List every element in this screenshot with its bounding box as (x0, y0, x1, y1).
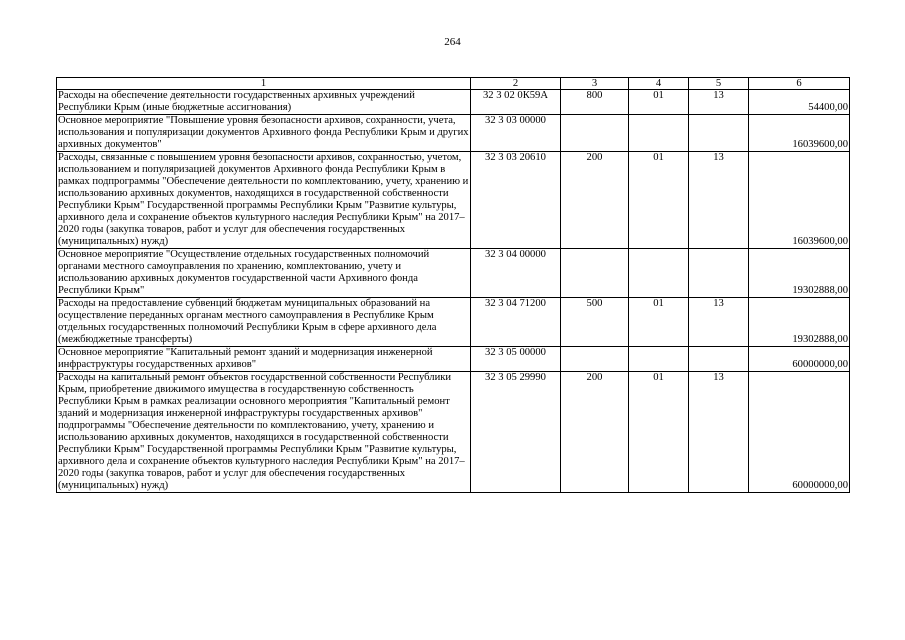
page-number: 264 (444, 36, 461, 48)
section-code (629, 249, 689, 298)
amount: 16039600,00 (749, 152, 850, 249)
amount: 16039600,00 (749, 115, 850, 152)
subsection-code (689, 115, 749, 152)
table-row (57, 152, 850, 249)
expense-name: Основное мероприятие "Повышение уровня безопасности архивов, сохранности, учета, использования и популяризации документов Архивного фонда Республики Крым и других архивных документов" (58, 115, 469, 150)
section-code (629, 347, 689, 372)
table-row (57, 347, 850, 372)
table-header-row (57, 78, 850, 90)
target-article-code: 32 3 03 20610 (471, 152, 561, 249)
header-cell: 1 (57, 78, 471, 90)
target-article-code: 32 3 05 00000 (471, 347, 561, 372)
expense-name: Расходы на капитальный ремонт объектов государственной собственности Республики Крым, приобретение движимого имущества в государственную собственность Республики Крым в рамках реализации основного мероприятия "Капитальный ремонт зданий и модернизация инженерной инфраструктуры государственных архивов" подпрограммы "Обеспечение деятельности по комплектованию, учету, хранению и использованию архивных документов, находящихся в государственной собственности Республики Крым" Государственной программы Республики Крым "Развитие культуры, архивного дела и сохранение объектов культурного наследия Республики Крым" на 2017–2020 годы (закупка товаров, работ и услуг для обеспечения государственных (муниципальных) нужд) (57, 372, 471, 493)
header-cell: 2 (471, 78, 561, 90)
expense-name: Расходы на обеспечение деятельности государственных архивных учреждений Республики Крым (иные бюджетные ассигнования) (57, 90, 471, 115)
section-code: 01 (629, 372, 689, 493)
subsection-code (689, 249, 749, 298)
subsection-code (689, 347, 749, 372)
amount: 19302888,00 (749, 298, 850, 347)
section-code: 01 (629, 152, 689, 249)
header-cell: 6 (749, 78, 850, 90)
expense-name: Основное мероприятие "Капитальный ремонт зданий и модернизация инженерной инфраструктуры государственных архивов" (57, 347, 471, 372)
subsection-code: 13 (689, 152, 749, 249)
target-article-code: 32 3 04 71200 (471, 298, 561, 347)
subsection-code: 13 (689, 372, 749, 493)
table-row (57, 249, 850, 298)
expense-type-code: 500 (561, 298, 629, 347)
header-cell: 5 (689, 78, 749, 90)
amount: 60000000,00 (749, 372, 850, 493)
amount: 54400,00 (749, 90, 850, 115)
target-article-code: 32 3 04 00000 (471, 249, 561, 298)
header-cell: 3 (561, 78, 629, 90)
expense-type-code: 200 (561, 372, 629, 493)
budget-table (56, 77, 850, 493)
target-article-code: 32 3 03 00000 (471, 115, 561, 152)
section-code: 01 (629, 90, 689, 115)
table-row (57, 298, 850, 347)
table-row (57, 372, 850, 493)
amount: 19302888,00 (749, 249, 850, 298)
target-article-code: 32 3 05 29990 (471, 372, 561, 493)
expense-name: Основное мероприятие "Осуществление отдельных государственных полномочий органами местного самоуправления по хранению, комплектованию, учету и использованию архивных документов государственной части Архивного фонда Республики Крым" (57, 249, 471, 298)
expense-type-code (561, 115, 629, 152)
expense-type-code: 800 (561, 90, 629, 115)
table-row (57, 115, 850, 152)
section-code (629, 115, 689, 152)
expense-type-code: 200 (561, 152, 629, 249)
expense-name: Расходы на предоставление субвенций бюджетам муниципальных образований на осуществление переданных органам местного самоуправления в Республике Крым отдельных государственных полномочий Республики Крым в сфере архивного дела (межбюджетные трансферты) (57, 298, 471, 347)
section-code: 01 (629, 298, 689, 347)
amount: 60000000,00 (749, 347, 850, 372)
subsection-code: 13 (689, 90, 749, 115)
expense-name: Расходы, связанные с повышением уровня безопасности архивов, сохранностью, учетом, использованием и популяризацией документов Архивного фонда Республики Крым в рамках подпрограммы "Обеспечение деятельности по комплектованию, учету, хранению и использованию архивных документов, находящихся в государственной собственности Республики Крым" Государственной программы Республики Крым "Развитие культуры, архивного дела и сохранение объектов культурного наследия Республики Крым" на 2017–2020 годы (закупка товаров, работ и услуг для обеспечения государственных (муниципальных) нужд) (57, 152, 471, 249)
expense-type-code (561, 249, 629, 298)
subsection-code: 13 (689, 298, 749, 347)
table-row (57, 90, 850, 115)
header-cell: 4 (629, 78, 689, 90)
expense-type-code (561, 347, 629, 372)
target-article-code: 32 3 02 0К59А (471, 90, 561, 115)
